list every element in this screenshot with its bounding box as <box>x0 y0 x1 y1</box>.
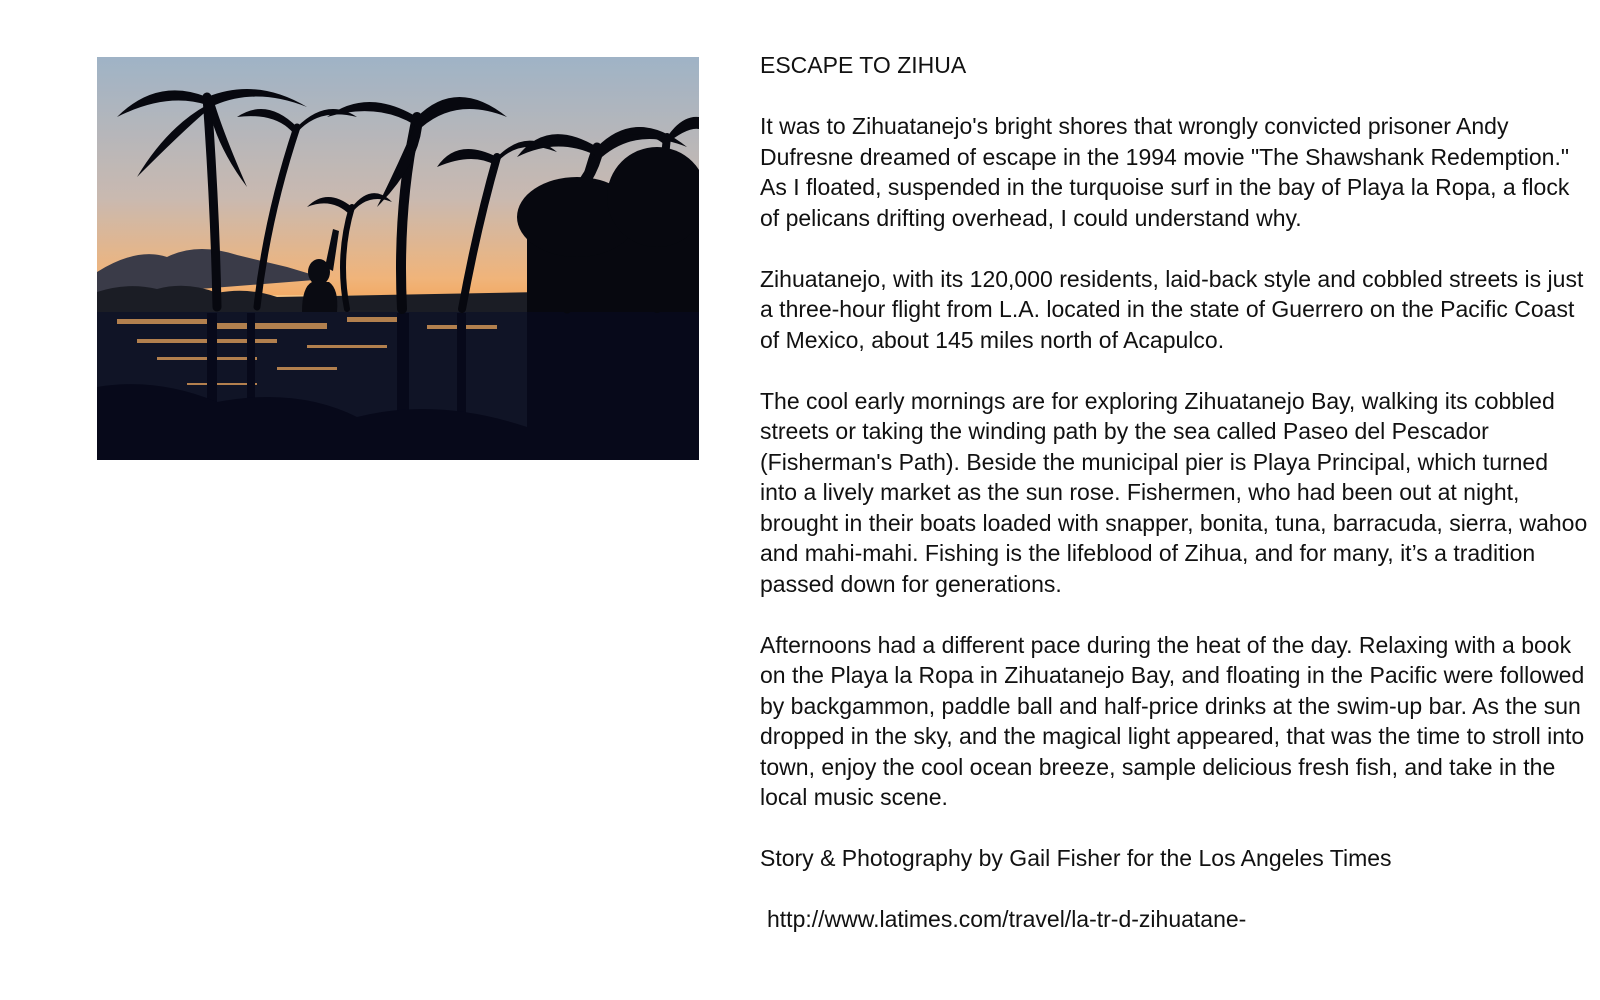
article-paragraph: Zihuatanejo, with its 120,000 residents, laid-back style and cobbled streets is just a three-hour flight from L.A. located in the state of Guerrero on the Pacific Coast of Mexico, about 145 miles north of Acapulco. <box>760 265 1584 353</box>
article-credit: Story & Photography by Gail Fisher for the Los Angeles Times <box>760 845 1392 871</box>
article-source-link[interactable]: http://www.latimes.com/travel/la-tr-d-zihuatane- <box>767 906 1247 932</box>
article-paragraph: It was to Zihuatanejo's bright shores that wrongly convicted prisoner Andy Dufresne dreamed of escape in the 1994 movie "The Shawshank Redemption." As I floated, suspended in the turquoise surf in the bay of Playa la Ropa, a flock of pelicans drifting overhead, I could understand why. <box>760 113 1570 231</box>
article-body <box>760 50 1588 965</box>
article-paragraph: Afternoons had a different pace during the heat of the day. Relaxing with a book on the Playa la Ropa in Zihuatanejo Bay, and floating in the Pacific were followed by backgammon, paddle ball and half-price drinks at the swim-up bar. As the sun dropped in the sky, and the magical light appeared, that was the time to stroll into town, enjoy the cool ocean breeze, sample delicious fresh fish, and take in the local music scene. <box>760 631 1585 810</box>
article-paragraph: The cool early mornings are for exploring Zihuatanejo Bay, walking its cobbled streets or taking the winding path by the sea called Paseo del Pescador (Fisherman's Path). Beside the municipal pier is Playa Principal, which turned into a lively market as the sun rose. Fishermen, who had been out at night, brought in their boats loaded with snapper, bonita, tuna, barracuda, sierra, wahoo and mahi-mahi. Fishing is the lifeblood of Zihua, and for many, it’s a tradition passed down for generations. <box>760 387 1588 597</box>
article-headline: ESCAPE TO ZIHUA <box>760 52 967 78</box>
sunset-palms-image <box>97 57 699 460</box>
article-photo <box>97 57 699 460</box>
